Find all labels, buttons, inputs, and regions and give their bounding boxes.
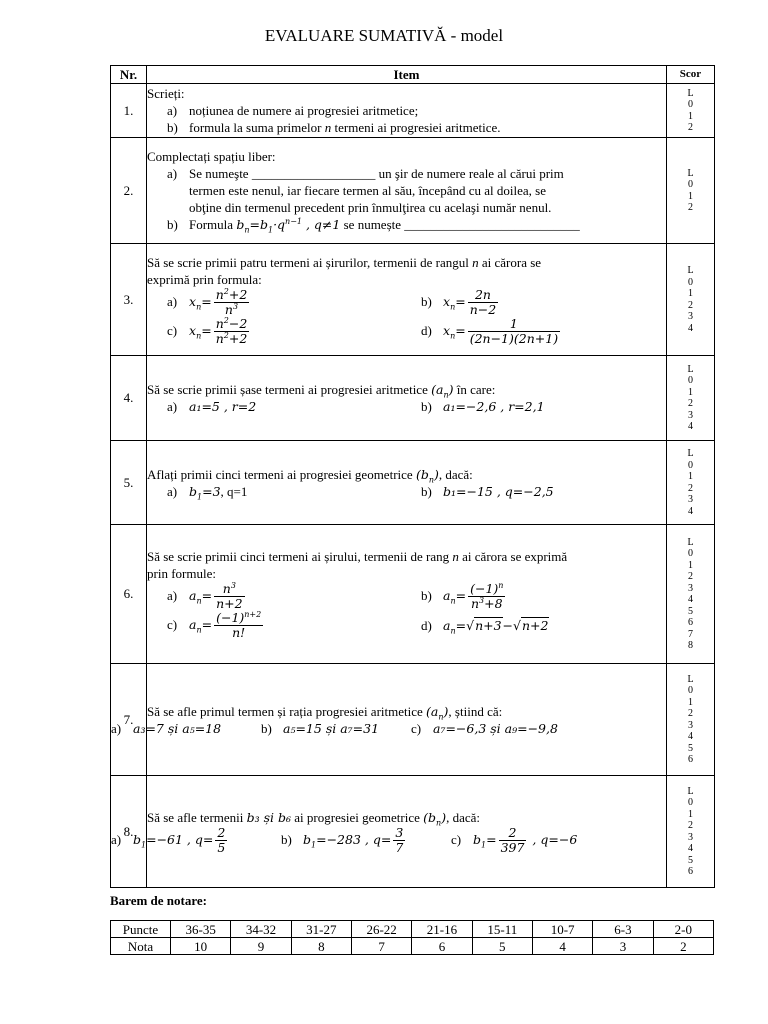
option-label: c) <box>167 322 178 338</box>
row-number: 4. <box>111 356 147 441</box>
option-text: se numește ___________________________ <box>340 217 580 232</box>
option-label: b) <box>167 120 178 135</box>
score-value: 1 <box>688 190 693 202</box>
score-value: L <box>687 87 694 99</box>
math-formula: b₁=−15 , q=−2,5 <box>443 483 554 499</box>
table-row <box>111 441 715 525</box>
option-text: Formula <box>189 217 237 232</box>
table-row <box>111 138 715 244</box>
table-row <box>111 84 715 138</box>
score-value: 1 <box>688 288 693 299</box>
table-row <box>111 525 715 664</box>
row-number: 3. <box>111 244 147 356</box>
math-formula: $(b_n)$ <box>415 466 439 484</box>
score-value: L <box>687 785 694 797</box>
option-text: noțiunea de numere ai progresiei aritmetice; <box>189 103 419 118</box>
grading-table <box>110 920 714 955</box>
option-label: c) <box>451 831 462 847</box>
item-intro: Să se scrie primii șase termeni ai progresiei aritmetice <box>147 382 432 397</box>
score-value: 2 <box>688 299 693 311</box>
option-label: a) <box>167 399 178 414</box>
math-formula: $x_n=$ $\frac{1}{(2n-1)(2n+1)}$ <box>443 315 559 346</box>
puncte-value: 15-11 <box>472 921 532 938</box>
option-label: b) <box>421 293 432 309</box>
item-intro: Să se scrie primii cinci termeni ai șirului, termenii de rang <box>147 549 453 564</box>
header-score: Scor <box>667 66 715 84</box>
nota-value: 2 <box>653 938 713 955</box>
table-row <box>111 356 715 441</box>
item-intro: prin formule: <box>147 566 216 581</box>
puncte-label: Puncte <box>111 921 171 938</box>
score-value: 7 <box>688 628 693 640</box>
item-intro: Scrieți: <box>147 86 185 101</box>
score-value: 5 <box>688 605 693 617</box>
option-label: b) <box>421 399 432 414</box>
item-intro: exprimă prin formula: <box>147 271 262 287</box>
row-number: 6. <box>111 525 147 664</box>
score-value: 6 <box>688 617 693 628</box>
score-cell <box>667 776 715 888</box>
score-value: L <box>687 448 694 459</box>
score-value: 2 <box>688 820 693 831</box>
option-label: a) <box>167 588 178 603</box>
math-formula: $(a_n)$ <box>426 703 449 721</box>
math-formula: $a_n=√n+3-√n+2$ <box>443 618 549 636</box>
score-value: 4 <box>688 505 693 517</box>
score-value: 4 <box>688 594 693 605</box>
item-intro: Să se scrie primii patru termeni ai șirurilor, termenii de rangul <box>147 254 473 270</box>
score-value: 2 <box>688 122 693 133</box>
item-intro: , dacă: <box>446 809 480 825</box>
option-label: a) <box>167 483 178 499</box>
item-intro: , știind că: <box>448 703 503 719</box>
option-label: d) <box>421 618 432 633</box>
item-intro: ai progresiei geometrice <box>291 809 424 825</box>
item-cell <box>111 664 667 776</box>
item-intro: Complectați spațiu liber: <box>147 149 276 164</box>
math-formula: $b_n=b_1\cdot q^{n-1}$ , q≠1 <box>236 216 341 235</box>
score-value: 4 <box>688 322 693 334</box>
math-formula: $x_n=$ $\frac{n^2-2}{n^2+2}$ <box>189 315 248 346</box>
barem-heading: Barem de notare: <box>110 893 207 908</box>
score-cell <box>667 525 715 664</box>
puncte-value: 34-32 <box>231 921 291 938</box>
score-value: 1 <box>688 386 693 398</box>
table-row <box>111 921 714 938</box>
score-value: 0 <box>688 548 693 559</box>
item-intro: ai cărora se exprimă <box>458 549 568 564</box>
nota-value: 7 <box>351 938 411 955</box>
item-cell <box>111 776 667 888</box>
item-intro: în care: <box>453 382 496 397</box>
math-formula: a₁=−2,6 , r=2,1 <box>443 399 545 414</box>
puncte-value: 2-0 <box>653 921 713 938</box>
option-label: a) <box>111 831 122 847</box>
option-label: a) <box>111 720 122 736</box>
math-formula: $a_n=$ $\frac{(-1)^n}{n^3+8}$ <box>443 580 504 611</box>
math-formula: b₃ și b₆ <box>246 809 292 825</box>
option-label: c) <box>167 617 178 632</box>
score-value: 1 <box>688 696 693 708</box>
score-value: 3 <box>688 409 693 421</box>
nota-value: 9 <box>231 938 291 955</box>
nota-value: 8 <box>291 938 351 955</box>
nota-value: 4 <box>532 938 592 955</box>
table-row <box>111 938 714 955</box>
score-value: 0 <box>688 276 693 288</box>
item-cell <box>147 356 667 441</box>
score-value: 1 <box>688 808 693 820</box>
score-cell <box>667 441 715 525</box>
item-intro: ai cărora se <box>478 254 542 270</box>
item-cell <box>147 244 667 356</box>
row-number: 1. <box>111 84 147 138</box>
math-var: n <box>324 120 332 135</box>
score-value: 1 <box>688 559 693 571</box>
table-row <box>111 776 715 888</box>
score-value: 2 <box>688 202 693 213</box>
option-text: formula la suma primelor <box>189 120 325 135</box>
puncte-value: 31-27 <box>291 921 351 938</box>
table-row <box>111 664 715 776</box>
score-value: 3 <box>688 719 693 731</box>
score-value: 0 <box>688 99 693 110</box>
puncte-value: 26-22 <box>351 921 411 938</box>
option-label: b) <box>167 217 178 232</box>
score-value: L <box>687 536 694 548</box>
score-value: 8 <box>688 640 693 651</box>
header-nr: Nr. <box>111 66 147 84</box>
score-value: 4 <box>688 731 693 742</box>
score-value: 0 <box>688 179 693 190</box>
math-formula: a₇=−6,3 și a₉=−9,8 <box>433 720 558 736</box>
score-cell <box>667 138 715 244</box>
math-formula: a₅=15 și a₇=31 <box>283 720 380 736</box>
item-cell <box>147 441 667 525</box>
score-value: 0 <box>688 459 693 471</box>
score-value: 4 <box>688 421 693 432</box>
header-item: Item <box>147 66 667 84</box>
option-text: Se numeşte ___________________ un şir de numere reale al cărui prim <box>189 166 564 181</box>
math-formula: $b_1=$ $\frac{2}{397}$ , q=−6 <box>473 824 578 855</box>
item-cell <box>147 525 667 664</box>
nota-label: Nota <box>111 938 171 955</box>
math-formula: $a_n=$ $\frac{(-1)^{n+2}}{n!}$ <box>189 609 262 640</box>
score-value: 3 <box>688 494 693 505</box>
score-value: 3 <box>688 831 693 843</box>
item-intro: , dacă: <box>438 466 473 482</box>
row-number: 7. <box>111 664 147 776</box>
score-value: 6 <box>688 754 693 765</box>
item-intro: Aflați primii cinci termeni ai progresiei geometrice <box>147 466 416 482</box>
score-cell <box>667 356 715 441</box>
item-cell <box>147 138 667 244</box>
math-formula: $x_n=$ $\frac{n^2+2}{n^3}$ <box>189 286 248 317</box>
math-formula: a₁=5 , r=2 <box>189 399 257 414</box>
score-value: 3 <box>688 582 693 594</box>
score-value: 2 <box>688 571 693 582</box>
item-cell <box>147 84 667 138</box>
item-intro: Să se afle primul termen și rația progresiei aritmetice <box>147 703 427 719</box>
option-text: obţine din termenul precedent prin înmulţirea cu acelaşi număr nenul. <box>189 200 552 215</box>
score-value: L <box>687 673 694 685</box>
score-value: 1 <box>688 110 693 122</box>
option-label: b) <box>281 831 292 847</box>
table-row <box>111 244 715 356</box>
puncte-value: 6-3 <box>593 921 653 938</box>
score-value: 1 <box>688 471 693 482</box>
row-number: 2. <box>111 138 147 244</box>
score-value: 2 <box>688 398 693 409</box>
score-value: L <box>687 167 694 179</box>
option-label: a) <box>167 103 178 118</box>
page-title: EVALUARE SUMATIVĂ - model <box>264 26 504 45</box>
puncte-value: 36-35 <box>171 921 231 938</box>
score-cell <box>667 84 715 138</box>
option-label: b) <box>421 483 432 499</box>
score-value: 0 <box>688 375 693 386</box>
score-cell <box>667 664 715 776</box>
math-var: n <box>452 549 459 564</box>
score-value: 2 <box>688 482 693 494</box>
option-label: a) <box>167 293 178 309</box>
option-text: , q=1 <box>220 483 248 499</box>
math-formula: $(a_n)$ <box>431 382 454 400</box>
puncte-value: 21-16 <box>412 921 472 938</box>
score-value: 5 <box>688 742 693 754</box>
nota-value: 5 <box>472 938 532 955</box>
row-number: 5. <box>111 441 147 525</box>
math-formula: $a_n=$ $\frac{n^3}{n+2}$ <box>189 580 243 611</box>
score-value: 5 <box>688 854 693 866</box>
item-intro: Să se afle termenii <box>147 809 247 825</box>
evaluation-table <box>110 65 715 888</box>
option-label: b) <box>261 720 272 736</box>
option-label: c) <box>411 720 422 736</box>
math-formula: $b_1=3$ <box>189 483 221 501</box>
score-value: 4 <box>688 843 693 854</box>
math-formula: $b_1=-283$ , q= $\frac{3}{7}$ <box>303 824 404 855</box>
math-formula: $b_1=-61$ , q= $\frac{2}{5}$ <box>133 824 226 855</box>
math-formula: $(b_n)$ <box>423 809 447 827</box>
score-value: 2 <box>688 708 693 719</box>
score-cell <box>667 244 715 356</box>
nota-value: 3 <box>593 938 653 955</box>
math-formula: a₃=7 și a₅=18 <box>133 720 222 736</box>
score-value: 0 <box>688 797 693 808</box>
row-number: 8. <box>111 776 147 888</box>
option-text: termeni ai progresiei aritmetice. <box>331 120 501 135</box>
score-value: 3 <box>688 311 693 322</box>
math-formula: $x_n=$ $\frac{2n}{n-2}$ <box>443 286 497 317</box>
nota-value: 6 <box>412 938 472 955</box>
option-label: d) <box>421 322 432 338</box>
option-label: a) <box>167 166 178 181</box>
score-value: L <box>687 363 694 375</box>
table-header <box>111 66 715 84</box>
puncte-value: 10-7 <box>532 921 592 938</box>
score-value: 0 <box>688 685 693 696</box>
score-value: 6 <box>688 866 693 877</box>
option-text: termen este nenul, iar fiecare termen al său, începând cu al doilea, se <box>189 183 546 198</box>
math-var: n <box>472 254 479 270</box>
option-label: b) <box>421 588 432 603</box>
nota-value: 10 <box>171 938 231 955</box>
score-value: L <box>687 265 694 276</box>
